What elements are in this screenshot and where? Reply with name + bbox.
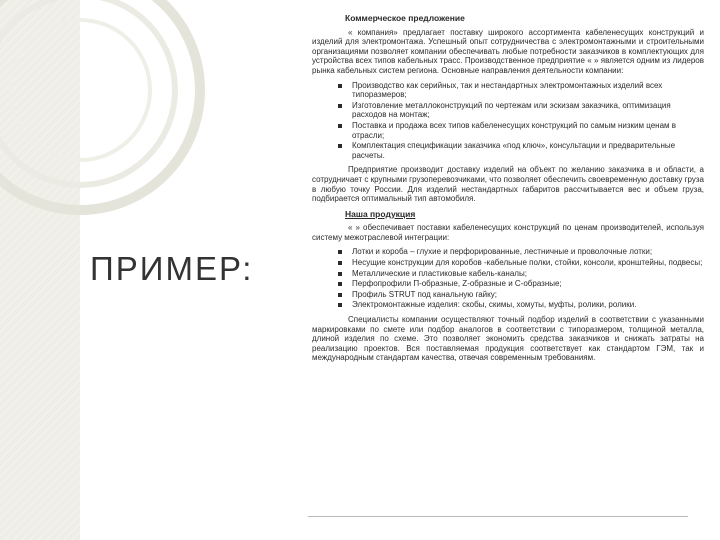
list-item: Несущие конструкции для коробов -кабельные полки, стойки, консоли, кронштейны, подвесы; bbox=[352, 258, 703, 268]
products-intro-paragraph: « » обеспечивает поставки кабеленесущих конструкций по ценам производителей, используя систему межотраслевой интеграции: bbox=[312, 223, 704, 242]
list-item: Комплектация спецификации заказчика «под ключ», консультации и предварительные расчеты. bbox=[352, 141, 704, 160]
swirl-ring-outer bbox=[0, 0, 200, 210]
delivery-paragraph: Предприятие производит доставку изделий на объект по желанию заказчика в и области, а сотрудничает с крупными грузоперевозчиками, что позволяет обеспечить своевременную доставку груза в любую точку России. Для изделий нестандартных габаритов рассчитывается вес и объем груза, подбирается оптимальный тип автомобиля. bbox=[312, 165, 704, 204]
list-item: Поставка и продажа всех типов кабеленесущих конструкций по самым низким ценам в отрасли; bbox=[352, 121, 704, 140]
document-heading: Коммерческое предложение bbox=[345, 13, 465, 23]
list-item: Металлические и пластиковые кабель-каналы; bbox=[352, 269, 704, 279]
swirl-ring-inner bbox=[10, 20, 150, 160]
list-item: Перфопрофили П-образные, Z-образные и С-образные; bbox=[352, 279, 704, 289]
slide-title: ПРИМЕР: bbox=[90, 250, 254, 287]
intro-paragraph: « компания» предлагает поставку широкого ассортимента кабеленесущих конструкций и изделий для электромонтажа. Успешный опыт сотрудничества с электромонтажными и строительными организациями позволяет компании обеспечивать любые потребности заказчиков в комплектующих для устройства всех типов кабельных трасс. Производственное предприятие « » является одним из лидеров рынка кабельных систем региона. Основные направления деятельности компании: bbox=[312, 27, 704, 75]
closing-paragraph: Специалисты компании осуществляют точный подбор изделий в соответствии с указанными маркировками по смете или подбор аналогов в соответствии с типоразмером, толщиной металла, длиной изделия по схеме. Это позволяет экономить средства заказчиков и снижать затраты на реализацию проектов. Вся поставляемая продукция соответствует как стандартом ГЭМ, так и международным стандартам качества, отвечая современным требованиям. bbox=[312, 315, 704, 363]
list-item: Производство как серийных, так и нестандартных электромонтажных изделий всех типоразмеров; bbox=[352, 81, 704, 100]
bottom-divider bbox=[308, 516, 688, 517]
scanned-document bbox=[312, 14, 704, 519]
products-heading: Наша продукция bbox=[345, 208, 416, 219]
list-item: Изготовление металлоконструкций по чертежам или эскизам заказчика, оптимизация расходов на монтаж; bbox=[352, 101, 704, 120]
list-item: Электромонтажные изделия: скобы, скимы, хомуты, муфты, ролики, ролики. bbox=[352, 300, 704, 310]
activities-list bbox=[312, 81, 704, 161]
list-item: Лотки и короба – глухие и перфорированные, лестничные и проволочные лотки; bbox=[352, 247, 704, 257]
products-list bbox=[312, 247, 704, 310]
list-item: Профиль STRUT под канальную гайку; bbox=[352, 290, 704, 300]
